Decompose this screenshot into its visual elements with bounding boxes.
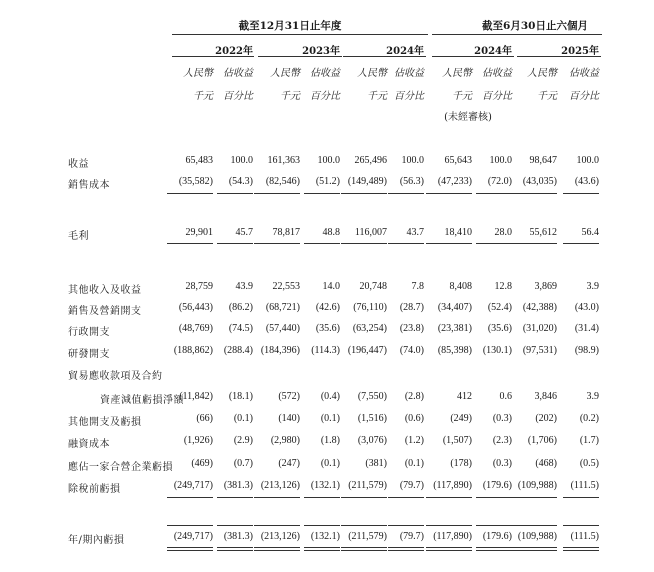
cell-value: (1,706) <box>527 435 557 446</box>
unit-pct-bottom: 百分比 <box>310 91 340 102</box>
cell-value: (211,579) <box>348 531 387 542</box>
subtotal-rule <box>388 193 424 194</box>
cell-value: (79.7) <box>399 480 424 491</box>
cell-value: 98,647 <box>529 155 557 166</box>
cell-value: (109,988) <box>517 531 557 542</box>
year-header-line <box>432 56 514 57</box>
cell-value: (2.3) <box>492 435 512 446</box>
row-label: 年/期內虧損 <box>68 535 125 546</box>
cell-value: 100.0 <box>317 155 340 166</box>
cell-value: (1,926) <box>183 435 213 446</box>
year-header-line <box>517 56 601 57</box>
cell-value: 12.8 <box>494 281 512 292</box>
cell-value: (3,076) <box>357 435 387 446</box>
subtotal-rule <box>254 497 300 498</box>
cell-value: 43.9 <box>235 281 253 292</box>
cell-value: (79.7) <box>399 531 424 542</box>
cell-value: (109,988) <box>517 480 557 491</box>
cell-value: (132.1) <box>310 531 340 542</box>
row-label: 收益 <box>68 159 89 170</box>
cell-value: (47,233) <box>437 176 472 187</box>
unit-amount-bottom: 千元 <box>193 91 213 102</box>
cell-value: (249) <box>450 413 472 424</box>
cell-value: 56.4 <box>581 227 599 238</box>
cell-value: 78,817 <box>272 227 300 238</box>
cell-value: (35,582) <box>178 176 213 187</box>
cell-value: (140) <box>278 413 300 424</box>
cell-value: (43.0) <box>574 302 599 313</box>
cell-value: 161,363 <box>267 155 300 166</box>
subtotal-rule <box>426 243 472 244</box>
cell-value: (381) <box>365 458 387 469</box>
cell-value: 48.8 <box>322 227 340 238</box>
cell-value: (0.4) <box>320 391 340 402</box>
unit-amount-top: 人民幣 <box>357 68 387 79</box>
cell-value: 28.0 <box>494 227 512 238</box>
cell-value: (11,842) <box>179 391 213 402</box>
cell-value: (56.3) <box>399 176 424 187</box>
cell-value: (42,388) <box>522 302 557 313</box>
subtotal-rule <box>426 497 472 498</box>
subtotal-rule <box>167 193 213 194</box>
subtotal-rule <box>341 525 387 526</box>
unit-pct-top: 佔收益 <box>482 68 512 79</box>
row-label: 其他開支及虧損 <box>68 417 142 428</box>
cell-value: (57,440) <box>265 323 300 334</box>
cell-value: (2,980) <box>270 435 300 446</box>
cell-value: (35.6) <box>315 323 340 334</box>
subtotal-rule <box>511 193 557 194</box>
row-label: 行政開支 <box>68 327 110 338</box>
cell-value: (0.1) <box>320 458 340 469</box>
cell-value: (97,531) <box>522 345 557 356</box>
cell-value: (130.1) <box>482 345 512 356</box>
cell-value: (211,579) <box>348 480 387 491</box>
cell-value: 43.7 <box>406 227 424 238</box>
cell-value: (381.3) <box>223 531 253 542</box>
subtotal-rule <box>476 497 512 498</box>
cell-value: (468) <box>535 458 557 469</box>
cell-value: 55,612 <box>529 227 557 238</box>
cell-value: (178) <box>450 458 472 469</box>
cell-value: (149,489) <box>347 176 387 187</box>
cell-value: 8,408 <box>449 281 472 292</box>
cell-value: (2.9) <box>233 435 253 446</box>
row-label: 資產減值虧損淨額 <box>100 395 184 406</box>
cell-value: 29,901 <box>185 227 213 238</box>
cell-value: (213,126) <box>260 480 300 491</box>
cell-value: (54.3) <box>228 176 253 187</box>
subtotal-rule <box>304 525 340 526</box>
cell-value: (7,550) <box>357 391 387 402</box>
cell-value: 7.8 <box>411 281 424 292</box>
cell-value: 265,496 <box>354 155 387 166</box>
subtotal-rule <box>426 193 472 194</box>
cell-value: 3,846 <box>534 391 557 402</box>
total-double-rule <box>426 547 472 551</box>
subtotal-rule <box>167 525 213 526</box>
unit-amount-top: 人民幣 <box>442 68 472 79</box>
unaudited-note: (未經審核) <box>444 112 492 123</box>
subtotal-rule <box>217 243 253 244</box>
year-header: 2024年 <box>474 46 512 57</box>
unit-amount-top: 人民幣 <box>527 68 557 79</box>
cell-value: (188,862) <box>173 345 213 356</box>
cell-value: 22,553 <box>272 281 300 292</box>
cell-value: (74.0) <box>399 345 424 356</box>
cell-value: 45.7 <box>235 227 253 238</box>
group-header-six-months: 截至6月30日止六個月 <box>482 20 588 32</box>
cell-value: (43.6) <box>574 176 599 187</box>
subtotal-rule <box>511 243 557 244</box>
subtotal-rule <box>254 193 300 194</box>
cell-value: (288.4) <box>223 345 253 356</box>
cell-value: 100.0 <box>489 155 512 166</box>
subtotal-rule <box>563 193 599 194</box>
cell-value: 65,643 <box>444 155 472 166</box>
subtotal-rule <box>476 525 512 526</box>
cell-value: 412 <box>457 391 472 402</box>
subtotal-rule <box>217 525 253 526</box>
cell-value: (74.5) <box>228 323 253 334</box>
unit-pct-top: 佔收益 <box>310 68 340 79</box>
cell-value: (63,254) <box>352 323 387 334</box>
cell-value: (117,890) <box>433 531 472 542</box>
cell-value: (381.3) <box>223 480 253 491</box>
cell-value: 100.0 <box>401 155 424 166</box>
unit-pct-top: 佔收益 <box>569 68 599 79</box>
cell-value: (35.6) <box>487 323 512 334</box>
total-double-rule <box>511 547 557 551</box>
cell-value: 14.0 <box>322 281 340 292</box>
cell-value: 3.9 <box>586 391 599 402</box>
cell-value: (1,516) <box>357 413 387 424</box>
subtotal-rule <box>217 497 253 498</box>
unit-pct-bottom: 百分比 <box>569 91 599 102</box>
subtotal-rule <box>304 193 340 194</box>
subtotal-rule <box>341 497 387 498</box>
year-header-line <box>172 56 254 57</box>
cell-value: (179.6) <box>482 480 512 491</box>
unit-pct-bottom: 百分比 <box>394 91 424 102</box>
cell-value: 3.9 <box>586 281 599 292</box>
row-label: 毛利 <box>68 231 89 242</box>
cell-value: (247) <box>278 458 300 469</box>
subtotal-rule <box>254 243 300 244</box>
row-label: 融資成本 <box>68 439 110 450</box>
unit-amount-top: 人民幣 <box>270 68 300 79</box>
cell-value: (72.0) <box>487 176 512 187</box>
cell-value: (66) <box>196 413 213 424</box>
subtotal-rule <box>341 193 387 194</box>
row-label: 銷售及營銷開支 <box>68 306 142 317</box>
total-double-rule <box>217 547 253 551</box>
cell-value: (18.1) <box>228 391 253 402</box>
subtotal-rule <box>563 243 599 244</box>
cell-value: (34,407) <box>437 302 472 313</box>
cell-value: (85,398) <box>437 345 472 356</box>
year-header: 2022年 <box>215 46 253 57</box>
cell-value: (43,035) <box>522 176 557 187</box>
subtotal-rule <box>563 525 599 526</box>
cell-value: (42.6) <box>315 302 340 313</box>
subtotal-rule <box>254 525 300 526</box>
subtotal-rule <box>304 497 340 498</box>
subtotal-rule <box>388 243 424 244</box>
cell-value: (23,381) <box>437 323 472 334</box>
cell-value: (111.5) <box>570 480 599 491</box>
unit-amount-bottom: 千元 <box>280 91 300 102</box>
cell-value: (1,507) <box>442 435 472 446</box>
cell-value: (31,020) <box>522 323 557 334</box>
subtotal-rule <box>217 193 253 194</box>
year-header-line <box>258 56 342 57</box>
cell-value: (114.3) <box>311 345 340 356</box>
cell-value: (111.5) <box>570 531 599 542</box>
cell-value: (1.2) <box>404 435 424 446</box>
subtotal-rule <box>388 525 424 526</box>
subtotal-rule <box>167 243 213 244</box>
cell-value: (249,717) <box>173 531 213 542</box>
cell-value: 100.0 <box>230 155 253 166</box>
unit-amount-bottom: 千元 <box>537 91 557 102</box>
cell-value: 3,869 <box>534 281 557 292</box>
subtotal-rule <box>426 525 472 526</box>
total-double-rule <box>304 547 340 551</box>
cell-value: (572) <box>278 391 300 402</box>
group-header-line <box>172 34 428 35</box>
subtotal-rule <box>341 243 387 244</box>
cell-value: (82,546) <box>265 176 300 187</box>
cell-value: (0.2) <box>579 413 599 424</box>
cell-value: (0.1) <box>404 458 424 469</box>
cell-value: 20,748 <box>359 281 387 292</box>
unit-amount-top: 人民幣 <box>183 68 213 79</box>
cell-value: 65,483 <box>185 155 213 166</box>
row-label: 貿易應收款項及合約 <box>68 371 163 382</box>
cell-value: (469) <box>191 458 213 469</box>
subtotal-rule <box>388 497 424 498</box>
subtotal-rule <box>563 497 599 498</box>
cell-value: 18,410 <box>444 227 472 238</box>
cell-value: (0.7) <box>233 458 253 469</box>
cell-value: (86.2) <box>228 302 253 313</box>
row-label: 研發開支 <box>68 349 110 360</box>
cell-value: (23.8) <box>399 323 424 334</box>
total-double-rule <box>563 547 599 551</box>
cell-value: (28.7) <box>399 302 424 313</box>
cell-value: (0.1) <box>320 413 340 424</box>
year-header: 2023年 <box>302 46 340 57</box>
total-double-rule <box>476 547 512 551</box>
cell-value: (51.2) <box>315 176 340 187</box>
row-label: 應佔一家合營企業虧損 <box>68 462 173 473</box>
cell-value: 100.0 <box>576 155 599 166</box>
cell-value: (1.7) <box>579 435 599 446</box>
cell-value: (0.3) <box>492 458 512 469</box>
unit-pct-bottom: 百分比 <box>223 91 253 102</box>
unit-pct-top: 佔收益 <box>394 68 424 79</box>
cell-value: (132.1) <box>310 480 340 491</box>
cell-value: (213,126) <box>260 531 300 542</box>
cell-value: 28,759 <box>185 281 213 292</box>
cell-value: (2.8) <box>404 391 424 402</box>
cell-value: (179.6) <box>482 531 512 542</box>
subtotal-rule <box>167 497 213 498</box>
total-double-rule <box>341 547 387 551</box>
cell-value: (0.6) <box>404 413 424 424</box>
total-double-rule <box>254 547 300 551</box>
cell-value: (68,721) <box>265 302 300 313</box>
cell-value: (249,717) <box>173 480 213 491</box>
unit-amount-bottom: 千元 <box>452 91 472 102</box>
cell-value: 116,007 <box>354 227 387 238</box>
cell-value: (0.5) <box>579 458 599 469</box>
cell-value: (117,890) <box>433 480 472 491</box>
row-label: 除稅前虧損 <box>68 484 121 495</box>
subtotal-rule <box>304 243 340 244</box>
cell-value: (31.4) <box>574 323 599 334</box>
cell-value: (196,447) <box>347 345 387 356</box>
row-label: 其他收入及收益 <box>68 285 142 296</box>
group-header-line <box>432 34 602 35</box>
subtotal-rule <box>511 525 557 526</box>
subtotal-rule <box>511 497 557 498</box>
cell-value: (56,443) <box>178 302 213 313</box>
cell-value: (184,396) <box>260 345 300 356</box>
cell-value: (1.8) <box>320 435 340 446</box>
cell-value: 0.6 <box>499 391 512 402</box>
year-header: 2025年 <box>561 46 599 57</box>
subtotal-rule <box>476 193 512 194</box>
total-double-rule <box>388 547 424 551</box>
cell-value: (48,769) <box>178 323 213 334</box>
cell-value: (0.1) <box>233 413 253 424</box>
cell-value: (76,110) <box>353 302 387 313</box>
year-header-line <box>343 56 426 57</box>
cell-value: (202) <box>535 413 557 424</box>
total-double-rule <box>167 547 213 551</box>
cell-value: (0.3) <box>492 413 512 424</box>
subtotal-rule <box>476 243 512 244</box>
cell-value: (98.9) <box>574 345 599 356</box>
unit-pct-bottom: 百分比 <box>482 91 512 102</box>
unit-amount-bottom: 千元 <box>367 91 387 102</box>
row-label: 銷售成本 <box>68 180 110 191</box>
cell-value: (52.4) <box>487 302 512 313</box>
unit-pct-top: 佔收益 <box>223 68 253 79</box>
year-header: 2024年 <box>386 46 424 57</box>
group-header-year: 截至12月31日止年度 <box>238 20 342 32</box>
